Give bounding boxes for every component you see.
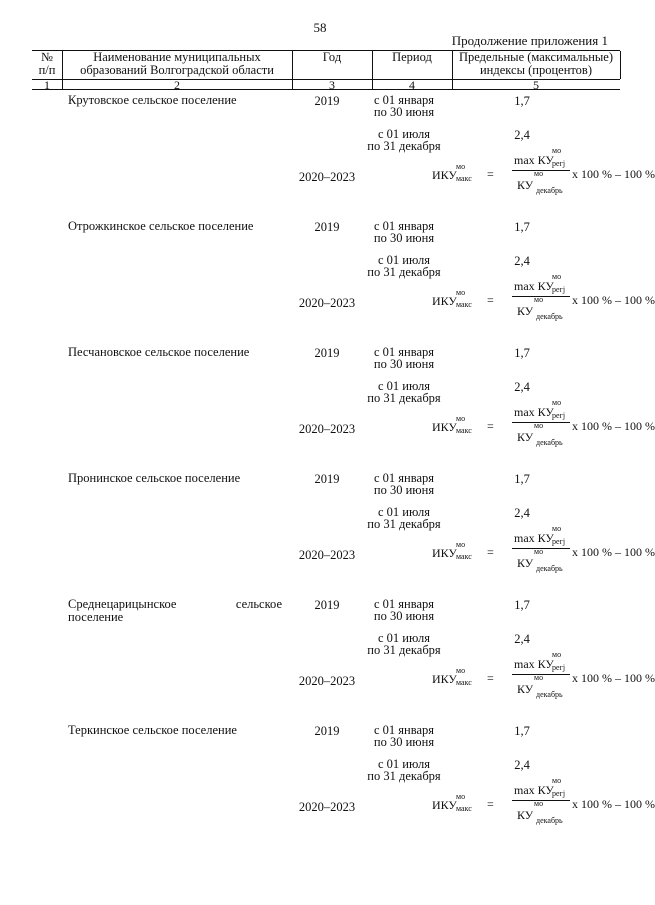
year-cell: 2020–2023 [298, 800, 356, 814]
formula-num-sub: pегj [552, 789, 566, 798]
municipality-name: Пронинское сельское поселение [68, 471, 241, 485]
municipality-name: Песчановское сельское поселение [68, 345, 250, 359]
table-row [32, 345, 655, 472]
formula-lhs-sup: мо [456, 540, 466, 549]
year-cell: 2019 [314, 724, 340, 738]
formula-den-sub: декабрь [536, 312, 563, 321]
index-value: 1,7 [514, 94, 530, 108]
period-cell: с 01 июля по 31 декабря [367, 253, 441, 279]
index-value: 2,4 [514, 128, 530, 142]
formula-den-sub: декабрь [536, 816, 563, 825]
municipality-name: Отрожкинское сельское поселение [68, 219, 254, 233]
formula-num-sub: pегj [552, 159, 566, 168]
continuation-note: Продолжение приложения 1 [451, 33, 608, 48]
period-cell: с 01 июля по 31 декабря [367, 379, 441, 405]
column-number: 5 [452, 79, 620, 90]
index-value: 2,4 [514, 254, 530, 268]
column-number: 1 [32, 79, 63, 90]
index-value: 2,4 [514, 506, 530, 520]
formula-denominator: КУ [517, 178, 534, 192]
index-value: 1,7 [514, 220, 530, 234]
header-year: Год [292, 51, 373, 79]
formula-den-sup: мо [534, 421, 544, 430]
page-number: 58 [313, 20, 327, 35]
formula-lhs-sup: мо [456, 288, 466, 297]
index-formula [432, 272, 655, 321]
formula-lhs-sub: макс [456, 300, 472, 309]
formula-lhs: ИКУ [432, 420, 457, 434]
formula-lhs: ИКУ [432, 798, 457, 812]
formula-denominator: КУ [517, 430, 534, 444]
header-period: Период [372, 51, 453, 79]
period-cell: с 01 июля по 31 декабря [367, 127, 441, 153]
index-value: 2,4 [514, 758, 530, 772]
formula-tail: x 100 % – 100 % [572, 167, 655, 181]
formula-lhs-sup: мо [456, 666, 466, 675]
index-value: 1,7 [514, 346, 530, 360]
formula-den-sup: мо [534, 799, 544, 808]
index-formula [432, 524, 655, 573]
column-number: 4 [372, 79, 453, 90]
formula-equals: = [487, 419, 494, 433]
formula-equals: = [487, 293, 494, 307]
formula-tail: x 100 % – 100 % [572, 419, 655, 433]
table-row [32, 471, 655, 598]
year-cell: 2019 [314, 472, 340, 486]
municipality-name: Среднецарицынское сельское поселение [68, 597, 282, 624]
header-name: Наименование муниципальных образований Волгоградской области [62, 51, 293, 79]
formula-numerator: max КУ [514, 279, 554, 293]
formula-numerator: max КУ [514, 153, 554, 167]
formula-lhs: ИКУ [432, 168, 457, 182]
table-row [32, 723, 655, 850]
index-value: 2,4 [514, 632, 530, 646]
period-cell: с 01 января по 30 июня [373, 345, 435, 371]
index-formula [432, 776, 655, 825]
table-row [32, 219, 655, 346]
period-cell: с 01 января по 30 июня [373, 723, 435, 749]
municipality-name: Крутовское сельское поселение [68, 93, 237, 107]
formula-num-sup: мо [552, 398, 562, 407]
column-number: 3 [292, 79, 373, 90]
formula-numerator: max КУ [514, 783, 554, 797]
period-cell: с 01 июля по 31 декабря [367, 631, 441, 657]
formula-numerator: max КУ [514, 405, 554, 419]
formula-num-sub: pегj [552, 285, 566, 294]
formula-num-sup: мо [552, 776, 562, 785]
index-value: 1,7 [514, 724, 530, 738]
formula-num-sup: мо [552, 524, 562, 533]
column-number: 2 [62, 79, 293, 90]
table-row [32, 93, 655, 220]
formula-den-sub: декабрь [536, 438, 563, 447]
formula-denominator: КУ [517, 808, 534, 822]
table-header [32, 50, 620, 92]
formula-denominator: КУ [517, 556, 534, 570]
formula-lhs: ИКУ [432, 672, 457, 686]
period-cell: с 01 июля по 31 декабря [367, 757, 441, 783]
index-value: 2,4 [514, 380, 530, 394]
table-row [32, 597, 655, 724]
formula-num-sup: мо [552, 272, 562, 281]
index-formula [432, 146, 655, 195]
formula-lhs: ИКУ [432, 546, 457, 560]
period-cell: с 01 января по 30 июня [373, 471, 435, 497]
year-cell: 2019 [314, 94, 340, 108]
period-cell: с 01 января по 30 июня [373, 93, 435, 119]
formula-lhs-sup: мо [456, 414, 466, 423]
formula-den-sup: мо [534, 673, 544, 682]
formula-den-sup: мо [534, 547, 544, 556]
header-index: Предельные (максимальные) индексы (процентов) [452, 51, 621, 79]
municipality-name: Теркинское сельское поселение [68, 723, 237, 737]
formula-tail: x 100 % – 100 % [572, 671, 655, 685]
formula-lhs-sub: макс [456, 678, 472, 687]
formula-den-sub: декабрь [536, 690, 563, 699]
year-cell: 2020–2023 [298, 674, 356, 688]
period-cell: с 01 января по 30 июня [373, 219, 435, 245]
formula-lhs-sub: макс [456, 426, 472, 435]
formula-lhs-sub: макс [456, 174, 472, 183]
formula-equals: = [487, 671, 494, 685]
formula-lhs-sub: макс [456, 804, 472, 813]
formula-equals: = [487, 797, 494, 811]
formula-numerator: max КУ [514, 657, 554, 671]
index-value: 1,7 [514, 598, 530, 612]
formula-tail: x 100 % – 100 % [572, 293, 655, 307]
formula-num-sub: pегj [552, 537, 566, 546]
formula-denominator: КУ [517, 304, 534, 318]
formula-denominator: КУ [517, 682, 534, 696]
year-cell: 2019 [314, 598, 340, 612]
year-cell: 2020–2023 [298, 170, 356, 184]
year-cell: 2020–2023 [298, 548, 356, 562]
formula-equals: = [487, 545, 494, 559]
period-cell: с 01 января по 30 июня [373, 597, 435, 623]
formula-num-sup: мо [552, 650, 562, 659]
formula-equals: = [487, 167, 494, 181]
year-cell: 2020–2023 [298, 422, 356, 436]
index-formula [432, 398, 655, 447]
formula-tail: x 100 % – 100 % [572, 545, 655, 559]
formula-numerator: max КУ [514, 531, 554, 545]
formula-num-sub: pегj [552, 663, 566, 672]
formula-lhs-sup: мо [456, 792, 466, 801]
formula-den-sub: декабрь [536, 564, 563, 573]
formula-num-sub: pегj [552, 411, 566, 420]
year-cell: 2019 [314, 346, 340, 360]
index-formula [432, 650, 655, 699]
year-cell: 2020–2023 [298, 296, 356, 310]
formula-lhs-sup: мо [456, 162, 466, 171]
formula-tail: x 100 % – 100 % [572, 797, 655, 811]
formula-den-sub: декабрь [536, 186, 563, 195]
formula-den-sup: мо [534, 295, 544, 304]
year-cell: 2019 [314, 220, 340, 234]
header-number: № п/п [32, 51, 63, 79]
index-value: 1,7 [514, 472, 530, 486]
period-cell: с 01 июля по 31 декабря [367, 505, 441, 531]
formula-num-sup: мо [552, 146, 562, 155]
formula-lhs-sub: макс [456, 552, 472, 561]
formula-lhs: ИКУ [432, 294, 457, 308]
formula-den-sup: мо [534, 169, 544, 178]
